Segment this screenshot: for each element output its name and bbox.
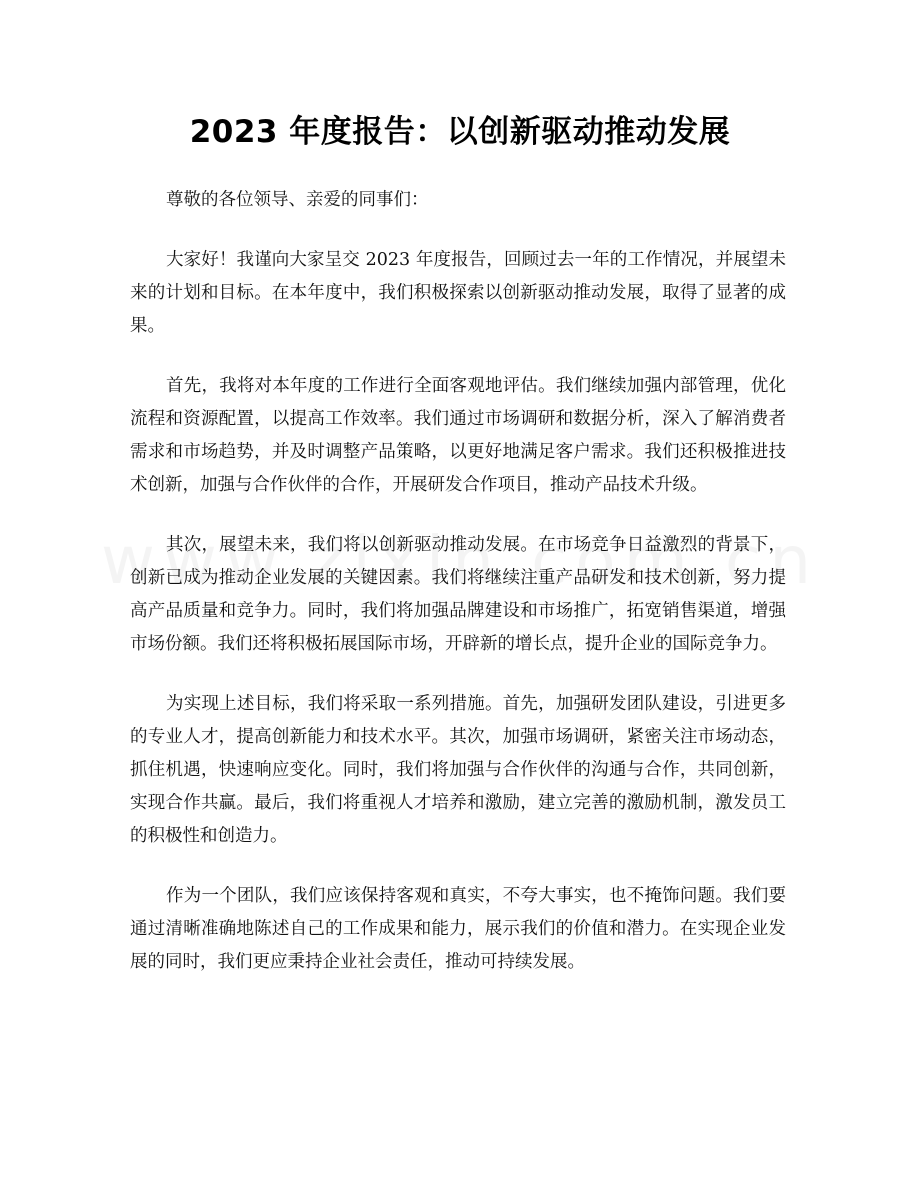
paragraph-intro: 大家好！我谨向大家呈交 2023 年度报告，回顾过去一年的工作情况，并展望未来的计划和目标。在本年度中，我们积极探索以创新驱动推动发展，取得了显著的成果。 — [130, 250, 786, 336]
document-body — [130, 184, 786, 1006]
document-title: 2023 年度报告：以创新驱动推动发展 — [189, 114, 731, 150]
paragraph-outlook: 其次，展望未来，我们将以创新驱动推动发展。在市场竞争日益激烈的背景下，创新已成为推动企业发展的关键因素。我们将继续注重产品研发和技术创新，努力提高产品质量和竞争力。同时，我们将加强品牌建设和市场推广，拓宽销售渠道，增强市场份额。我们还将积极拓展国际市场，开辟新的增长点，提升企业的国际竞争力。 — [130, 535, 786, 654]
salutation: 尊敬的各位领导、亲爱的同事们： — [166, 190, 429, 210]
paragraph-closing: 作为一个团队，我们应该保持客观和真实，不夸大事实，也不掩饰问题。我们要通过清晰准确地陈述自己的工作成果和能力，展示我们的价值和潜力。在实现企业发展的同时，我们更应秉持企业社会责任，推动可持续发展。 — [130, 886, 786, 972]
paragraph-measures: 为实现上述目标，我们将采取一系列措施。首先，加强研发团队建设，引进更多的专业人才，提高创新能力和技术水平。其次，加强市场调研，紧密关注市场动态，抓住机遇，快速响应变化。同时，我们将加强与合作伙伴的沟通与合作，共同创新，实现合作共赢。最后，我们将重视人才培养和激励，建立完善的激励机制，激发员工的积极性和创造力。 — [130, 694, 786, 846]
paragraph-review: 首先，我将对本年度的工作进行全面客观地评估。我们继续加强内部管理，优化流程和资源配置，以提高工作效率。我们通过市场调研和数据分析，深入了解消费者需求和市场趋势，并及时调整产品策略，以更好地满足客户需求。我们还积极推进技术创新，加强与合作伙伴的合作，开展研发合作项目，推动产品技术升级。 — [130, 376, 786, 495]
